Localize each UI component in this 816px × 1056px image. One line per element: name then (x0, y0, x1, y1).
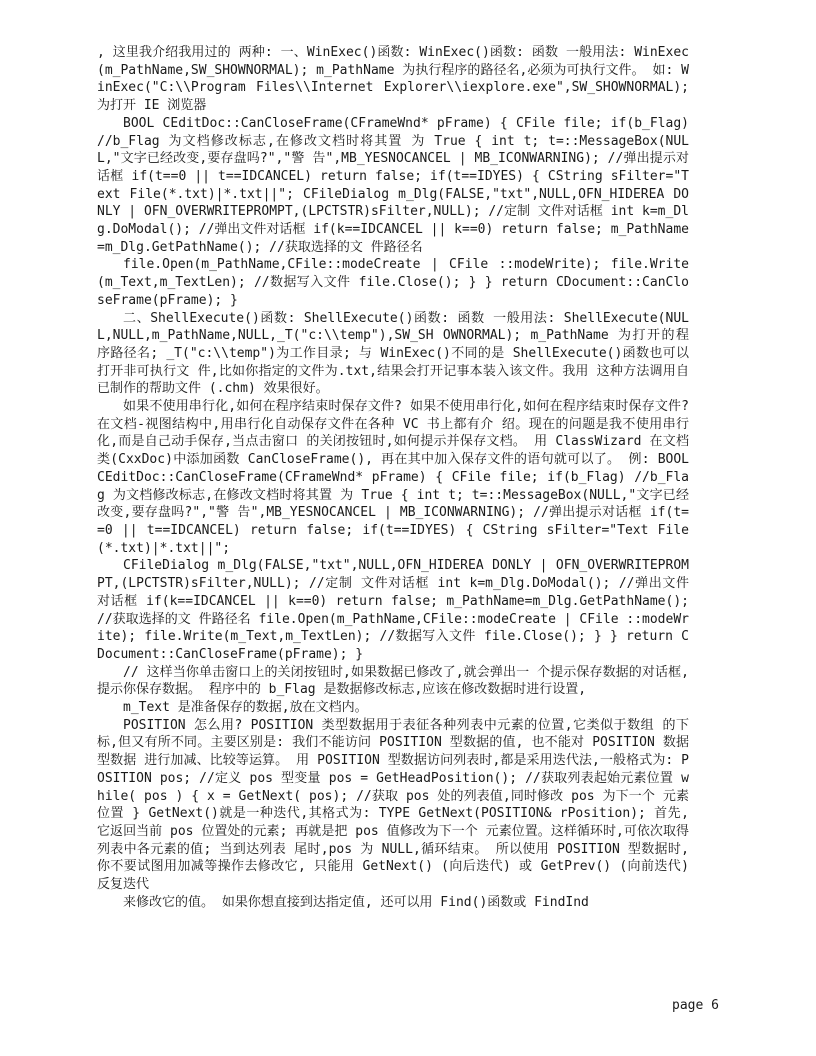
paragraph-code-3: CFileDialog m_Dlg(FALSE,"txt",NULL,OFN_HIDEREA DONLY | OFN_OVERWRITEPROMPT,(LPCTSTR)sFilter,NULL); //定制 文件对话框 int k=m_Dlg.DoModal(); //弹出文件对话框 if(k==IDCANCEL || k==0) return false; m_PathName=m_Dlg.GetPathName(); //获取选择的文 件路径名 file.Open(m_PathName,CFile::modeCreate | CFile ::modeWrite); file.Write(m_Text,m_TextLen); //数据写入文件 file.Close(); } } return CDocument::CanCloseFrame(pFrame); } (97, 558, 689, 662)
paragraph-mtext: m_Text 是准备保存的数据,放在文档内。 (123, 700, 368, 716)
paragraph-shellexecute: 二、ShellExecute()函数: ShellExecute()函数: 函数 一般用法: ShellExecute(NULL,NULL,m_PathName,NULL,_T("c:\\temp"),SW_SH OWNORMAL); m_PathName 为打开的程序路径名; _T("c:\\temp")为工作目录; 与 WinExec()不同的是 ShellExecute()函数也可以打开非可执行文 件,比如你指定的文件为.txt,结果会打开记事本装入该文件。我用 这种方法调用自已制作的帮助文件 (.chm) 效果很好。 (97, 310, 689, 397)
paragraph-serialize: 如果不使用串行化,如何在程序结束时保存文件? 如果不使用串行化,如何在程序结束时保存文件? 在文档-视图结构中,用串行化自动保存文件在各种 VC 书上都有介 绍。现在的问题是我不使用串行化,而是自己动手保存,当点击窗口 的关闭按钮时,如何提示并保存文档。 用 ClassWizard 在文档类(CxxDoc)中添加函数 CanCloseFrame(), 再在其中加入保存文件的语句就可以了。 例: BOOL CEditDoc::CanCloseFrame(CFrameWnd* pFrame) { CFile file; if(b_Flag) //b_Flag 为文档修改标志,在修改文档时将其置 为 True { int t; t=::MessageBox(NULL,"文字已经改变,要存盘吗?","警 告",MB_YESNOCANCEL | MB_ICONWARNING); //弹出提示对话框 if(t==0 || t==IDCANCEL) return false; if(t==IDYES) { CString sFilter="Text File(*.txt)|*.txt||"; (97, 399, 689, 556)
paragraph-code-2: file.Open(m_PathName,CFile::modeCreate | CFile ::modeWrite); file.Write(m_Text,m_TextLen); //数据写入文件 file.Close(); } } return CDocument::CanCloseFrame(pFrame); } (97, 257, 689, 308)
paragraph-last: 来修改它的值。 如果你想直接到达指定值, 还可以用 Find()函数或 FindInd (123, 894, 589, 910)
paragraph-code-1: BOOL CEditDoc::CanCloseFrame(CFrameWnd* pFrame) { CFile file; if(b_Flag) //b_Flag 为文档修改标志,在修改文档时将其置 为 True { int t; t=::MessageBox(NULL,"文字已经改变,要存盘吗?","警 告",MB_YESNOCANCEL | MB_ICONWARNING); //弹出提示对话框 if(t==0 || t==IDCANCEL) return false; if(t==IDYES) { CString sFilter="Text File(*.txt)|*.txt||"; CFileDialog m_Dlg(FALSE,"txt",NULL,OFN_HIDEREA DONLY | OFN_OVERWRITEPROMPT,(LPCTSTR)sFilter,NULL); //定制 文件对话框 int k=m_Dlg.DoModal(); //弹出文件对话框 if(k==IDCANCEL || k==0) return false; m_PathName=m_Dlg.GetPathName(); //获取选择的文 件路径名 (97, 115, 689, 255)
paragraph-comment: // 这样当你单击窗口上的关闭按钮时,如果数据已修改了,就会弹出一 个提示保存数据的对话框,提示你保存数据。 程序中的 b_Flag 是数据修改标志,应该在修改数据时进行设置, (97, 664, 689, 698)
page-number: page 6 (672, 998, 719, 1013)
document-body (97, 44, 689, 911)
paragraph-position: POSITION 怎么用? POSITION 类型数据用于表征各种列表中元素的位置,它类似于数组 的下标,但又有所不同。主要区别是: 我们不能访问 POSITION 型数据的值, 也不能对 POSITION 数据型数据 进行加减、比较等运算。 用 POSITION 型数据访问列表时,都是采用迭代法,一般格式为: POSITION pos; //定义 pos 型变量 pos = GetHeadPosition(); //获取列表起始元素位置 while( pos ) { x = GetNext( pos); //获取 pos 处的列表值,同时修改 pos 为下一个 元素位置 } GetNext()就是一种迭代,其格式为: TYPE GetNext(POSITION& rPosition); 首先,它返回当前 pos 位置处的元素; 再就是把 pos 值修改为下一个 元素位置。这样循环时,可依次取得列表中各元素的值; 当到达列表 尾时,pos 为 NULL,循环结束。 所以使用 POSITION 型数据时,你不要试图用加减等操作去修改它, 只能用 GetNext() (向后迭代) 或 GetPrev() (向前迭代) 反复迭代 (97, 717, 689, 893)
paragraph-intro: , 这里我介绍我用过的 两种: 一、WinExec()函数: WinExec()函数: 函数 一般用法: WinExec(m_PathName,SW_SHOWNORMAL); m_PathName 为执行程序的路径名,必须为可执行文件。 如: WinExec("C:\\Program Files\\Internet Explorer\\iexplore.exe",SW_SHOWNORMAL);为打开 IE 浏览器 (97, 45, 689, 114)
